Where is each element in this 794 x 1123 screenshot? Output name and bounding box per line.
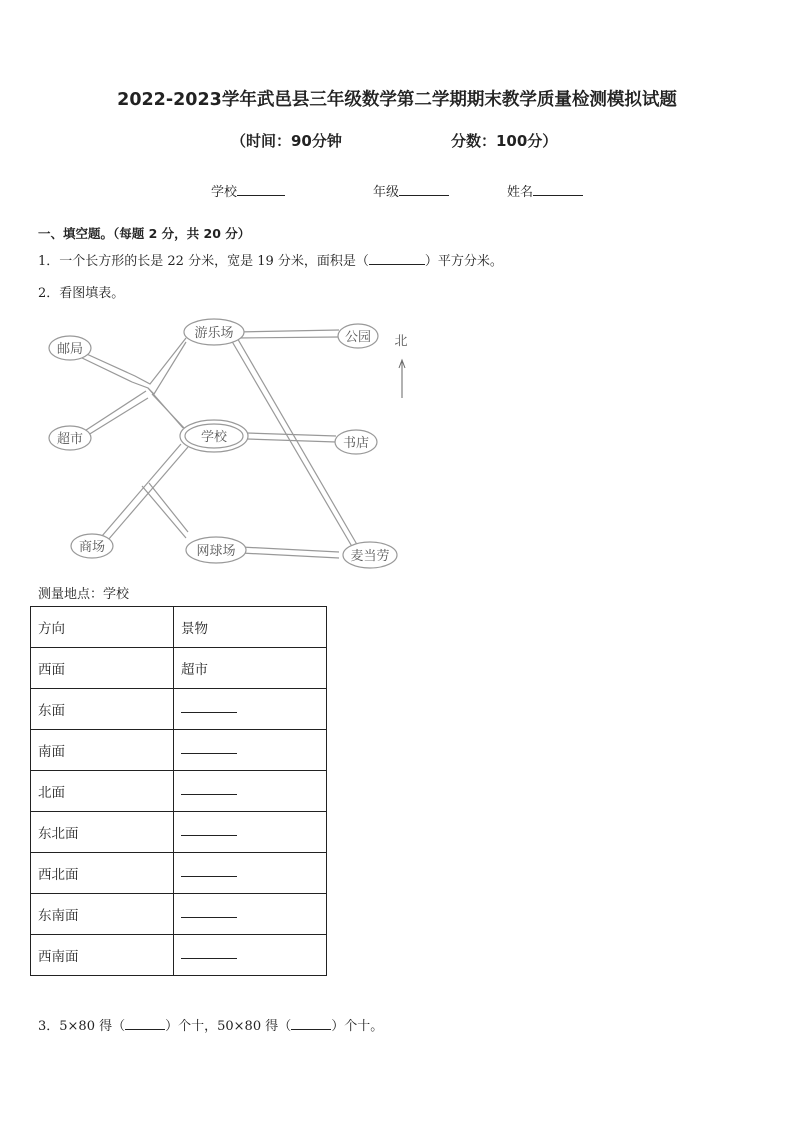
map-diagram	[36, 312, 416, 574]
north-arrow-icon	[399, 360, 405, 398]
table-row	[31, 771, 327, 812]
table-row	[31, 935, 327, 976]
header-direction: 方向	[31, 607, 174, 648]
q3-text-3: ）个十。	[331, 1019, 384, 1034]
header-place: 景物	[174, 607, 327, 648]
answer-blank[interactable]	[181, 958, 237, 959]
q1-text: 1．一个长方形的长是 22 分米，宽是 19 分米，面积是（	[38, 254, 369, 269]
map-label-shangchang: 商场	[78, 540, 106, 555]
section-heading: 一、填空题。（每题 2 分，共 20 分）	[38, 226, 251, 241]
question-1	[38, 250, 503, 269]
q3-text-2: ）个十，50×80 得（	[165, 1019, 292, 1034]
name-field[interactable]	[507, 181, 583, 200]
place-cell: 超市	[174, 648, 327, 689]
table-row	[31, 689, 327, 730]
direction-cell: 西面	[31, 648, 174, 689]
question-2: 2．看图填表。	[38, 286, 125, 301]
place-cell[interactable]	[174, 730, 327, 771]
direction-cell: 东面	[31, 689, 174, 730]
grade-field[interactable]	[373, 181, 449, 200]
direction-cell: 东北面	[31, 812, 174, 853]
table-row	[31, 812, 327, 853]
map-label-youlechang: 游乐场	[194, 326, 234, 341]
north-label: 北	[394, 334, 408, 349]
q3-blank-1[interactable]	[125, 1029, 165, 1030]
name-blank[interactable]	[533, 195, 583, 196]
answer-blank[interactable]	[181, 917, 237, 918]
table-row	[31, 894, 327, 935]
place-cell[interactable]	[174, 689, 327, 730]
place-cell[interactable]	[174, 812, 327, 853]
direction-cell: 东南面	[31, 894, 174, 935]
q1-suffix: ）平方分米。	[424, 254, 503, 269]
q3-text-1: 3．5×80 得（	[38, 1019, 126, 1034]
answer-blank[interactable]	[181, 753, 237, 754]
direction-cell: 西南面	[31, 935, 174, 976]
exam-time: （时间：90分钟	[231, 132, 342, 150]
school-blank[interactable]	[237, 195, 285, 196]
answer-blank[interactable]	[181, 712, 237, 713]
grade-blank[interactable]	[399, 195, 449, 196]
school-label: 学校	[211, 185, 238, 200]
map-label-maidanglao: 麦当劳	[350, 549, 390, 564]
map-label-xuexiao: 学校	[200, 430, 228, 445]
question-3	[38, 1015, 383, 1034]
place-cell[interactable]	[174, 894, 327, 935]
direction-cell: 北面	[31, 771, 174, 812]
table-row	[31, 730, 327, 771]
direction-cell: 南面	[31, 730, 174, 771]
map-label-gongyuan: 公园	[344, 330, 372, 345]
map-label-wangqiuchang: 网球场	[196, 544, 236, 559]
school-field[interactable]	[211, 181, 285, 200]
page-title: 2022-2023学年武邑县三年级数学第二学期期末教学质量检测模拟试题	[117, 90, 677, 110]
measure-point: 测量地点：学校	[38, 587, 130, 602]
q3-blank-2[interactable]	[291, 1029, 331, 1030]
table-row	[31, 648, 327, 689]
map-label-chaoshi: 超市	[56, 432, 84, 447]
place-cell[interactable]	[174, 935, 327, 976]
exam-score: 分数：100分）	[451, 132, 558, 150]
direction-table	[30, 606, 327, 976]
answer-blank[interactable]	[181, 794, 237, 795]
place-cell[interactable]	[174, 853, 327, 894]
place-cell[interactable]	[174, 771, 327, 812]
answer-blank[interactable]	[181, 835, 237, 836]
grade-label: 年级	[373, 185, 400, 200]
answer-blank[interactable]	[181, 876, 237, 877]
map-label-youju: 邮局	[56, 342, 84, 357]
q1-blank[interactable]	[369, 264, 425, 265]
table-row	[31, 853, 327, 894]
name-label: 姓名	[507, 185, 534, 200]
direction-cell: 西北面	[31, 853, 174, 894]
map-label-shudian: 书店	[342, 436, 370, 451]
table-header-row	[31, 607, 327, 648]
